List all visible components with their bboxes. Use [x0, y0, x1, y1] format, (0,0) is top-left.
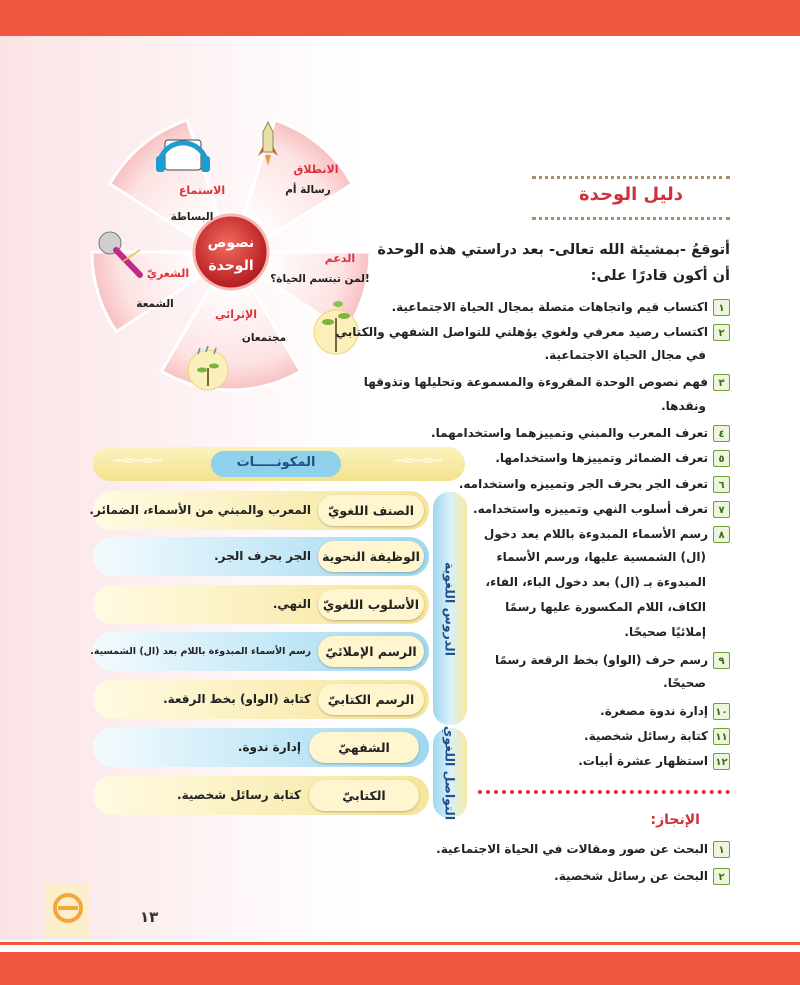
segment-title-start: الانطلاق	[293, 163, 339, 176]
communication-text: إدارة ندوة.	[237, 740, 301, 754]
objective-text: تعرف المعرب والمبني وتمييزهما واستخدامهما.	[431, 426, 708, 440]
objective-number: ٤	[713, 425, 730, 442]
objective-number: ٢	[713, 324, 730, 341]
lesson-row	[93, 537, 429, 576]
segment-title-listening: الاستماع	[178, 184, 226, 197]
segment-text-support: لمن تبتسم الحياة؟!	[270, 273, 370, 285]
objective-text: اكتساب رصيد معرفي ولغوي يؤهلني للتواصل الشفهي والكتابي	[335, 325, 708, 339]
objective-number: ١	[713, 299, 730, 316]
communication-tab	[433, 725, 467, 821]
objective-text: رسم الأسماء المبدوءة باللام بعد دخول	[483, 527, 708, 541]
objective-text: كتابة رسائل شخصية.	[584, 729, 708, 743]
objective-11	[584, 727, 730, 745]
components-title: المكونـــــات	[236, 455, 316, 470]
achievement-heading: الإنجاز:	[650, 812, 700, 828]
achievement-text: البحث عن رسائل شخصية.	[554, 869, 708, 883]
lesson-label: الرسم الإملائيّ	[318, 636, 424, 667]
objective-9	[495, 651, 730, 669]
objective-number: ٣	[713, 374, 730, 391]
language-lessons-label: الدروس اللغوية	[442, 561, 458, 656]
lesson-text: رسم الأسماء المبدوءة باللام بعد (ال) الشمسية.	[90, 646, 311, 657]
logo-icon	[46, 884, 90, 938]
objective-text: تعرف الضمائر وتمييزها واستخدامها.	[495, 451, 708, 465]
lesson-label: الرسم الكتابيّ	[318, 684, 424, 715]
objective-1	[392, 298, 730, 316]
lesson-row	[90, 632, 429, 671]
language-lessons-tab	[433, 492, 467, 725]
objective-7	[473, 500, 730, 518]
wheel-center	[194, 215, 268, 289]
achievement-item-2	[554, 867, 730, 885]
objective-text: رسم حرف (الواو) بخط الرقعة رسمًا	[495, 653, 708, 667]
lesson-label: الوظيفة النحوية	[318, 541, 424, 572]
objective-10	[600, 702, 730, 720]
segment-text-enrichment: مجتمعان	[241, 332, 287, 344]
components-title-pill	[211, 451, 341, 477]
objective-number: ١٠	[713, 703, 730, 720]
lesson-text: النهي.	[272, 597, 311, 611]
title-dotline-top	[532, 176, 730, 179]
objective-8-line-2: (ال) الشمسية عليها، ورسم الأسماء	[496, 550, 706, 564]
lesson-row	[93, 585, 429, 624]
page-number: ١٣	[140, 908, 159, 926]
objective-text: اكتساب قيم واتجاهات متصلة بمجال الحياة الاجتماعية.	[391, 300, 708, 314]
title-dotline-bottom	[532, 217, 730, 220]
objective-2	[336, 323, 730, 341]
lesson-text: كتابة (الواو) بخط الرقعة.	[163, 692, 311, 706]
objective-4	[431, 424, 730, 442]
ornament-left-icon: ~≈~≈~	[113, 453, 162, 469]
objective-text: تعرف الجر بحرف الجر وتمييزه واستخدامه.	[458, 477, 708, 491]
objective-12	[578, 752, 730, 770]
ornament-right-icon: ~≈~≈~	[393, 453, 442, 469]
achievement-text: البحث عن صور ومقالات في الحياة الاجتماعية.	[436, 842, 708, 856]
objective-text: تعرف أسلوب النهي وتمييزه واستخدامه.	[473, 502, 708, 516]
objective-8-line-4: الكاف، اللام المكسورة عليها رسمًا	[505, 600, 706, 614]
objective-3-line-2: ونقدها.	[661, 399, 706, 413]
wheel-segment-poetry	[92, 252, 203, 332]
bottom-band	[0, 952, 800, 985]
segment-title-enrichment: الإثرائي	[215, 308, 257, 321]
objective-text: إدارة ندوة مصغرة.	[600, 704, 708, 718]
wheel-center-line2: الوحدة	[208, 258, 254, 274]
objective-number: ٩	[713, 652, 730, 669]
publisher-logo	[46, 884, 90, 938]
lesson-text: الجر بحرف الجر.	[214, 549, 311, 563]
communication-row	[93, 728, 429, 767]
objective-9-line-2: صحيحًا.	[663, 676, 706, 690]
achievement-item-1	[436, 840, 730, 858]
unit-texts-wheel	[40, 110, 410, 400]
wheel-segment-start	[243, 120, 352, 239]
objective-number: ١١	[713, 728, 730, 745]
segment-title-poetry: الشعريّ	[146, 267, 190, 280]
communication-label-pill: الكتابيّ	[309, 780, 419, 811]
lesson-label: الصنف اللغويّ	[318, 495, 424, 526]
communication-label: التواصل اللغوي	[442, 725, 458, 821]
communication-label-pill: الشفهيّ	[309, 732, 419, 763]
unit-guide-title-box	[532, 176, 730, 220]
objective-8-line-3: المبدوءة بـ (ال) بعد دخول الباء، الفاء،	[485, 575, 706, 589]
objective-8	[484, 525, 730, 543]
objective-8-line-5: إملائيًا صحيحًا.	[624, 625, 706, 639]
objective-5	[495, 449, 730, 467]
intro-line-2: أن أكون قادرًا على:	[590, 268, 730, 284]
lesson-row	[93, 680, 429, 719]
lesson-label: الأسلوب اللغويّ	[318, 589, 424, 620]
objective-number: ٥	[713, 450, 730, 467]
components-header	[93, 447, 465, 481]
segment-text-start: رسالة أم	[285, 184, 331, 196]
objective-2-line-2: في مجال الحياة الاجتماعية.	[544, 348, 706, 362]
wheel-center-line1: نصوص	[207, 235, 255, 251]
communication-row	[93, 776, 429, 815]
achievement-number: ١	[713, 841, 730, 858]
achievement-number: ٢	[713, 868, 730, 885]
intro-line-1: أتوقعُ -بمشيئة الله تعالى- بعد دراستي هذه الوحدة	[377, 242, 730, 258]
objective-number: ٨	[713, 526, 730, 543]
top-band	[0, 0, 800, 36]
communication-text: كتابة رسائل شخصية.	[177, 788, 301, 802]
bottom-line	[0, 942, 800, 945]
objective-number: ٧	[713, 501, 730, 518]
segment-title-support: الدعم	[324, 252, 356, 265]
objective-number: ٦	[713, 476, 730, 493]
unit-guide-title: دليل الوحدة	[579, 184, 683, 205]
segment-text-poetry: الشمعة	[136, 298, 174, 310]
objective-text: استظهار عشرة أبيات.	[578, 754, 708, 768]
segment-text-listening: البساطة	[170, 211, 214, 223]
objective-number: ١٢	[713, 753, 730, 770]
lesson-row	[89, 491, 429, 530]
objective-6	[459, 475, 730, 493]
lesson-text: المعرب والمبني من الأسماء، الضمائر.	[89, 503, 311, 517]
dotted-separator	[478, 790, 730, 794]
objective-3	[364, 373, 730, 391]
objective-text: فهم نصوص الوحدة المقروءة والمسموعة وتحليلها وتذوقها	[363, 375, 708, 389]
